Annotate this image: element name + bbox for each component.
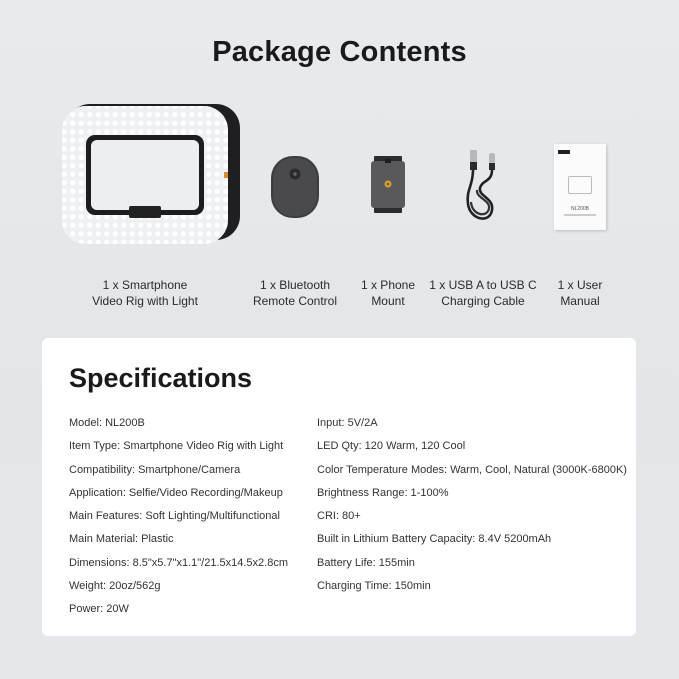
remote-control-icon: [266, 154, 324, 220]
item-label: 1 x Smartphone Video Rig with Light: [92, 278, 198, 308]
spec-row: Built in Lithium Battery Capacity: 8.4V 5200mAh: [317, 533, 552, 546]
specifications-card: [42, 338, 636, 636]
ring-light-icon: [60, 102, 242, 250]
spec-row: Main Material: Plastic: [69, 533, 174, 546]
spec-row: Input: 5V/2A: [317, 417, 378, 429]
specifications-title: Specifications: [69, 363, 253, 393]
phone-mount-icon: [368, 153, 408, 217]
spec-row: Brightness Range: 1-100%: [317, 486, 449, 499]
spec-column-left: [69, 412, 288, 622]
spec-row: Weight: 20oz/562g: [69, 580, 161, 593]
manual-cover-text: NL200B: [570, 206, 590, 212]
spec-column-right: [317, 412, 627, 598]
spec-row: Power: 20W: [69, 603, 129, 616]
spec-row: Battery Life: 155min: [317, 556, 415, 569]
spec-row: Model: NL200B: [69, 417, 145, 429]
spec-row: Dimensions: 8.5"x5.7"x1.1"/21.5x14.5x2.8cm: [69, 556, 288, 569]
item-label: 1 x Phone Mount: [360, 278, 416, 308]
user-manual-icon: [554, 144, 606, 230]
spec-row: LED Qty: 120 Warm, 120 Cool: [317, 440, 466, 453]
spec-row: Item Type: Smartphone Video Rig with Light: [69, 440, 284, 453]
usb-cable-icon: [458, 146, 508, 228]
spec-row: Charging Time: 150min: [317, 580, 431, 593]
spec-row: Compatibility: Smartphone/Camera: [69, 463, 241, 476]
spec-row: Main Features: Soft Lighting/Multifunctional: [69, 510, 280, 523]
item-label: 1 x Bluetooth Remote Control: [252, 278, 338, 308]
item-label: 1 x USB A to USB C Charging Cable: [429, 278, 537, 308]
spec-row: Color Temperature Modes: Warm, Cool, Natural (3000K-6800K): [317, 463, 627, 476]
spec-row: CRI: 80+: [317, 510, 361, 523]
item-label: 1 x User Manual: [557, 278, 603, 308]
page-title: Package Contents: [212, 36, 467, 68]
spec-row: Application: Selfie/Video Recording/Makeup: [69, 486, 283, 499]
